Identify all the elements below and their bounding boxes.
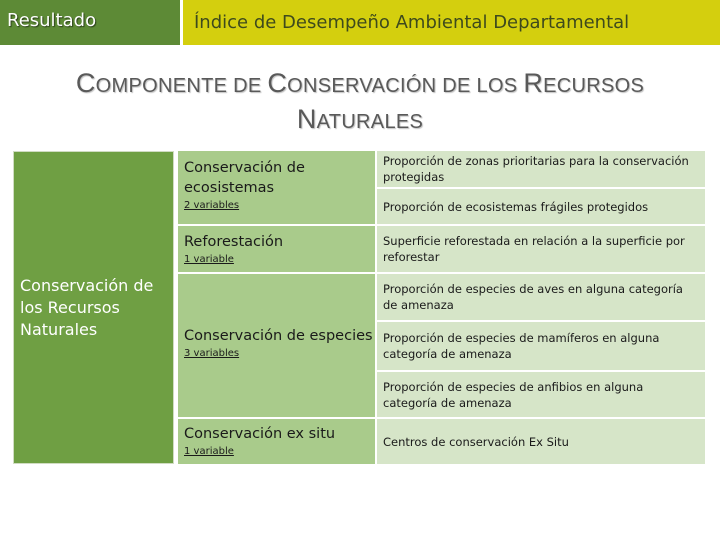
heading-word-cap: N	[296, 104, 317, 134]
subcomponent-variables: 1 variable	[184, 254, 234, 265]
indicator-cell	[377, 322, 705, 370]
indicator-cell	[377, 151, 705, 187]
subcomponent-title: Conservación ex situ	[184, 426, 336, 442]
heading-word-rest: ECURSOS	[543, 75, 645, 97]
subcomponent-title: Conservación de ecosistemas	[184, 160, 305, 196]
subcomponent-box	[178, 226, 375, 272]
result-label: Resultado	[7, 10, 97, 31]
indicator-text: Superficie reforestada en relación a la superficie por reforestar	[383, 234, 685, 264]
heading-word-rest: OMPONENTE DE	[95, 75, 268, 97]
subcomponent-variables: 3 variables	[184, 348, 240, 359]
indicator-cell	[377, 419, 705, 464]
subcomponent-box	[178, 274, 375, 417]
index-title-bar	[183, 0, 720, 45]
heading-word-rest: ATURALES	[316, 111, 424, 133]
subcomponent-box	[178, 419, 375, 464]
indicator-cell	[377, 226, 705, 272]
subcomponent-title: Conservación de especies	[184, 328, 373, 344]
result-tag	[0, 0, 180, 45]
indicator-text: Proporción de zonas prioritarias para la conservación protegidas	[383, 154, 689, 184]
indicator-text: Proporción de ecosistemas frágiles protegidos	[383, 199, 649, 214]
index-title: Índice de Desempeño Ambiental Departamental	[194, 12, 630, 33]
component-box	[13, 151, 174, 464]
heading-word-cap: C	[267, 68, 288, 98]
subcomponent-variables: 2 variables	[184, 200, 240, 211]
heading-line-2	[30, 103, 690, 139]
indicator-text: Proporción de especies de aves en alguna categoría de amenaza	[383, 282, 683, 312]
heading-line-1	[30, 67, 690, 103]
indicator-text: Centros de conservación Ex Situ	[383, 434, 569, 449]
indicator-text: Proporción de especies de anfibios en alguna categoría de amenaza	[383, 379, 644, 410]
component-heading	[30, 67, 690, 139]
indicator-cell	[377, 372, 705, 417]
subcomponent-box	[178, 151, 375, 224]
subcomponent-variables: 1 variable	[184, 446, 234, 457]
indicator-cell	[377, 274, 705, 320]
subcomponent-title: Reforestación	[184, 234, 284, 250]
heading-word-cap: C	[75, 68, 96, 98]
component-label: Conservación de los Recursos Naturales	[20, 275, 154, 339]
indicator-text: Proporción de especies de mamíferos en alguna categoría de amenaza	[383, 331, 660, 361]
indicator-cell	[377, 189, 705, 224]
heading-word-rest: ONSERVACIÓN DE LOS	[287, 75, 524, 97]
heading-word-cap: R	[523, 68, 544, 98]
